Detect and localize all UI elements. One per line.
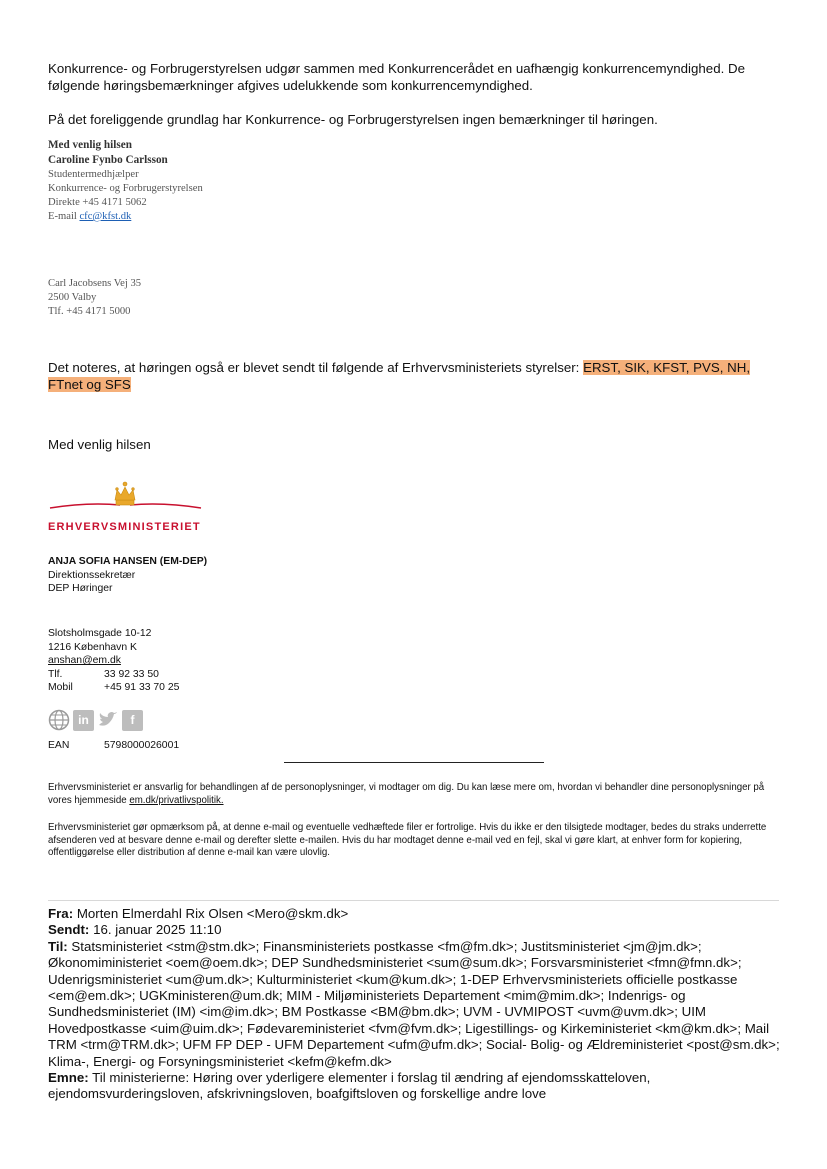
em-phone: 33 92 33 50 — [104, 668, 159, 680]
kfst-email-link[interactable]: cfc@kfst.dk — [79, 211, 132, 222]
sent-value: 16. januar 2025 11:10 — [93, 922, 222, 938]
em-phone-label: Tlf. — [48, 668, 63, 680]
privacy-link[interactable]: em.dk/privatlivspolitik. — [129, 794, 224, 806]
email-header — [48, 906, 783, 1103]
note-highlighted-agencies: ERST, SIK, KFST, PVS, NH, FTnet og SFS — [48, 360, 751, 392]
em-mobile-label: Mobil — [48, 682, 73, 693]
em-city: 1216 København K — [48, 641, 137, 653]
to-label: Til: — [48, 938, 68, 954]
crown-icon — [48, 480, 203, 514]
kfst-title: Studentermedhjælper — [48, 169, 139, 180]
em-ean-label: EAN — [48, 740, 70, 751]
note-text: Det noteres, at høringen også er blevet sendt til følgende af Erhvervsministeriets styrelser: — [48, 360, 584, 375]
kfst-city: 2500 Valby — [48, 292, 97, 303]
confidentiality-disclaimer: Erhvervsministeriet gør opmærksom på, at denne e-mail og eventuelle vedhæftede filer er fortrolige. Hvis du ikke er den tilsigtede modtager, bedes du straks underrette afsenderen ved at besvare denne e-mail og derefter slette e-mailen. Hvis du har modtaget denne e-mail ved en fejl, skal vi gøre klart, at enhver form for kopiering, offentliggørelse eller distribution af denne e-mail kan være ulovlig. — [48, 822, 767, 858]
kfst-address — [48, 277, 348, 319]
subject-label: Emne: — [48, 1070, 89, 1086]
from-label: Fra: — [48, 906, 74, 921]
subject-line — [48, 1070, 783, 1103]
kfst-greeting: Med venlig hilsen — [48, 139, 132, 151]
em-ean-row — [48, 739, 179, 753]
logo-wordmark: ERHVERVSMINISTERIET — [48, 521, 201, 533]
from-line — [48, 906, 783, 922]
em-greeting: Med venlig hilsen — [48, 437, 151, 452]
kfst-direct-phone: Direkte +45 4171 5062 — [48, 197, 147, 208]
intro-section — [48, 60, 783, 128]
em-phone-row — [48, 668, 348, 682]
to-line — [48, 939, 783, 1070]
sent-label: Sendt: — [48, 922, 90, 938]
em-contact — [48, 627, 348, 695]
to-value: Statsministeriet <stm@stm.dk>; Finansministeriets postkasse <fm@fm.dk>; Justitsministeriet <jm@jm.dk>; Økonomiministeriet <oem@oem.dk>; DEP Sundhedsministeriet <sum@sum.dk>; Forsvarsministeriet <fmn@fmn.dk>; Udenrigsministeriet <um@um.dk>; Kulturministeriet <kum@kum.dk>; 1-DEP Erhvervsministeriets officielle postkasse <em@em.dk>; UGKministeren@um.dk; MIM - Miljøministeriets Departement <mim@mim.dk>; Indenrigs- og Sundhedsministeriet (IM) <im@im.dk>; BM Postkasse <BM@bm.dk>; UVM - UVMIPOST <uvm@uvm.dk>; UIM Hovedpostkasse <uim@uim.dk>; Fødevareministeriet <fvm@fvm.dk>; Ligestillings- og Kirkeministeriet <km@km.dk>; Mail TRM <trm@TRM.dk>; UFM FP DEP - UFM Departement <ufm@ufm.dk>; Social- Bolig- og Ældreministeriet <post@sm.dk>; Klima-, Energi- og Forsyningsministeriet <kefm@kefm.dk> — [48, 938, 780, 1069]
erhvervsministeriet-logo — [48, 480, 203, 533]
intro-paragraph-2: På det foreliggende grundlag har Konkurrence- og Forbrugerstyrelsen ingen bemærkninger til høringen. — [48, 112, 658, 127]
kfst-email-line — [48, 210, 348, 224]
twitter-icon[interactable] — [97, 709, 119, 731]
kfst-phone: Tlf. +45 4171 5000 — [48, 306, 131, 317]
globe-icon[interactable] — [48, 709, 70, 731]
kfst-organization: Konkurrence- og Forbrugerstyrelsen — [48, 183, 203, 194]
subject-value: Til ministerierne: Høring over yderligere elementer i forslag til ændring af ejendomsskatteloven, ejendomsvurderingsloven, afskrivningsloven, boafgiftsloven og forskellige andre love — [48, 1070, 651, 1102]
kfst-street: Carl Jacobsens Vej 35 — [48, 278, 142, 289]
kfst-email-label: E-mail — [48, 211, 77, 222]
social-icons — [48, 709, 143, 731]
intro-paragraph-1: Konkurrence- og Forbrugerstyrelsen udgør sammen med Konkurrencerådet en uafhængig konkurrencemyndighed. De følgende høringsbemærkninger afgives udelukkende som konkurrencemyndighed. — [48, 61, 745, 93]
em-mobile-row — [48, 681, 348, 695]
linkedin-icon[interactable]: in — [73, 710, 94, 731]
em-signature — [48, 555, 348, 596]
em-ean: 5798000026001 — [104, 740, 180, 751]
facebook-icon[interactable]: f — [122, 710, 143, 731]
em-name: ANJA SOFIA HANSEN (EM-DEP) — [48, 556, 208, 567]
em-unit: DEP Høringer — [48, 583, 113, 594]
email-header-divider — [48, 900, 779, 901]
from-value: Morten Elmerdahl Rix Olsen <Mero@skm.dk> — [76, 906, 349, 921]
note-paragraph — [48, 359, 783, 393]
sent-line — [48, 922, 783, 938]
signature-divider — [284, 762, 544, 763]
kfst-signature — [48, 138, 348, 224]
em-street: Slotsholmsgade 10-12 — [48, 628, 152, 639]
privacy-disclaimer — [48, 782, 783, 807]
em-mobile: +45 91 33 70 25 — [104, 682, 180, 693]
em-email-link[interactable]: anshan@em.dk — [48, 655, 121, 666]
em-title: Direktionssekretær — [48, 569, 136, 581]
privacy-text: Erhvervsministeriet er ansvarlig for behandlingen af de personoplysninger, vi modtager om dig. Du kan læse mere om, hvordan vi behandler dine personoplysninger på vores hjemmeside — [48, 782, 765, 806]
kfst-name: Caroline Fynbo Carlsson — [48, 154, 168, 166]
